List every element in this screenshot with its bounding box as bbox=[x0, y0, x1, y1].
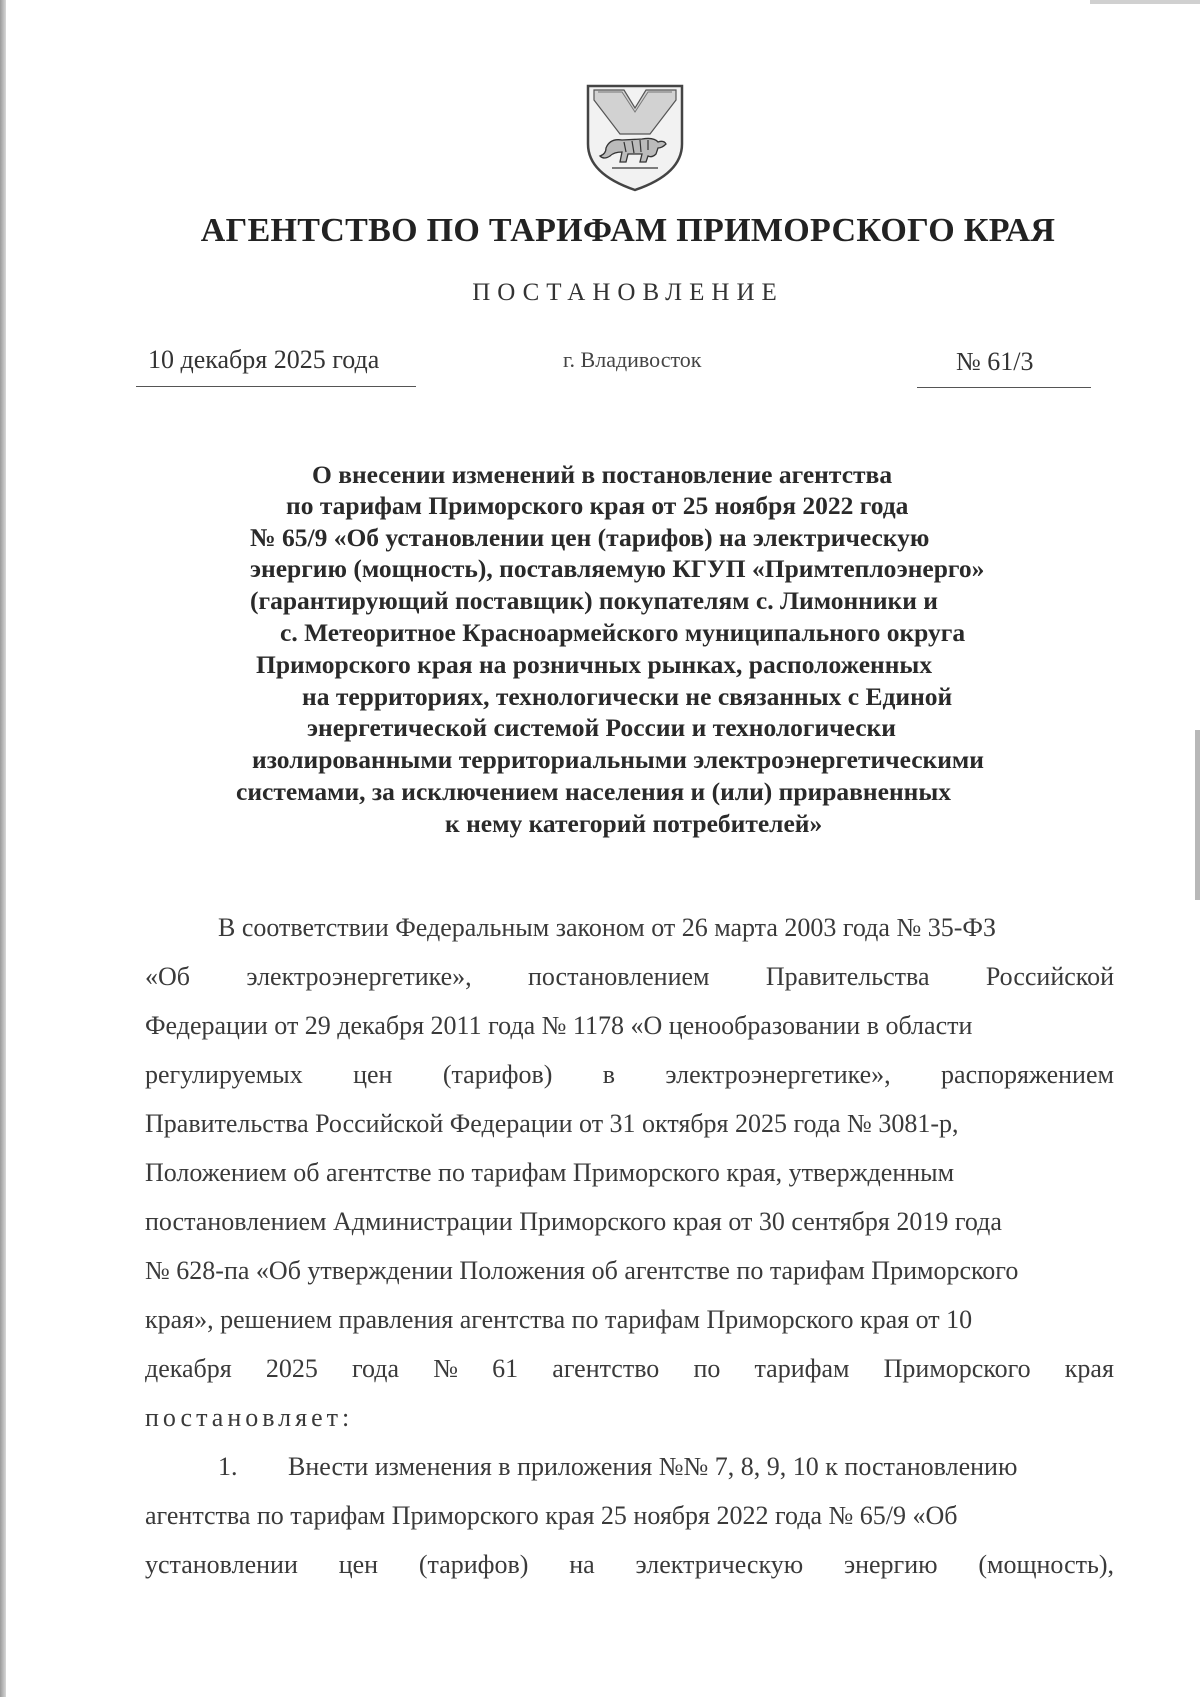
document-date: 10 декабря 2025 года bbox=[148, 345, 380, 374]
item-number: 1. bbox=[218, 1452, 238, 1481]
word: тарифам bbox=[754, 1354, 850, 1383]
item-line-justified bbox=[145, 1550, 1114, 1580]
body-line: постановлением Администрации Приморского края от 30 сентября 2019 года bbox=[145, 1207, 1002, 1236]
word: на bbox=[569, 1550, 595, 1579]
word: года bbox=[352, 1354, 400, 1383]
item-line: агентства по тарифам Приморского края 25 ноября 2022 года № 65/9 «Об bbox=[145, 1501, 958, 1530]
body-line: Правительства Российской Федерации от 31 октября 2025 года № 3081-р, bbox=[145, 1109, 959, 1138]
word: 61 bbox=[492, 1354, 519, 1383]
title-line: изолированными территориальными электроэнергетическими bbox=[252, 745, 984, 774]
agency-name: АГЕНТСТВО ПО ТАРИФАМ ПРИМОРСКОГО КРАЯ bbox=[200, 212, 1056, 249]
body-line: Положением об агентстве по тарифам Приморского края, утвержденным bbox=[145, 1158, 955, 1187]
number-underline bbox=[917, 387, 1091, 388]
title-line: О внесении изменений в постановление агентства bbox=[312, 460, 893, 489]
item-line: Внести изменения в приложения №№ 7, 8, 9, 10 к постановлению bbox=[288, 1452, 1018, 1481]
body-line: В соответствии Федеральным законом от 26 марта 2003 года № 35-ФЗ bbox=[218, 913, 996, 942]
word: (мощность), bbox=[978, 1550, 1114, 1579]
word: цен bbox=[338, 1550, 379, 1579]
title-line: системами, за исключением населения и (или) приравненных bbox=[236, 777, 951, 806]
document-city: г. Владивосток bbox=[563, 347, 702, 372]
title-line: на территориях, технологически не связанных с Единой bbox=[302, 682, 953, 711]
body-line-justified bbox=[145, 1060, 1114, 1090]
word: (тарифов) bbox=[442, 1060, 553, 1089]
coat-of-arms-icon bbox=[584, 82, 686, 194]
word: Российской bbox=[985, 962, 1114, 991]
word: «Об bbox=[145, 962, 191, 991]
word: энергию bbox=[843, 1550, 938, 1579]
word: электрическую bbox=[635, 1550, 804, 1579]
word: по bbox=[693, 1354, 721, 1383]
word: цен bbox=[353, 1060, 393, 1089]
word: установлении bbox=[145, 1550, 298, 1579]
scan-left-edge bbox=[0, 0, 6, 1697]
word: регулируемых bbox=[145, 1060, 303, 1089]
document-number: № 61/3 bbox=[956, 347, 1034, 376]
word: 2025 bbox=[265, 1354, 318, 1383]
word: № bbox=[433, 1354, 459, 1383]
document-type: ПОСТАНОВЛЕНИЕ bbox=[472, 279, 784, 306]
word: распоряжением bbox=[941, 1060, 1114, 1089]
title-line: энергию (мощность), поставляемую КГУП «Примтеплоэнерго» bbox=[250, 554, 985, 583]
title-line: к нему категорий потребителей» bbox=[445, 809, 823, 838]
word: декабря bbox=[145, 1354, 232, 1383]
body-line-justified bbox=[145, 962, 1114, 992]
word: электроэнергетике», bbox=[665, 1060, 891, 1089]
word: края bbox=[1064, 1354, 1114, 1383]
word: Правительства bbox=[765, 962, 930, 991]
body-line: Федерации от 29 декабря 2011 года № 1178 «О ценообразовании в области bbox=[145, 1011, 973, 1040]
title-line: с. Метеоритное Красноармейского муниципального округа bbox=[280, 618, 966, 647]
date-underline bbox=[136, 386, 416, 387]
title-line: по тарифам Приморского края от 25 ноября 2022 года bbox=[286, 491, 909, 520]
body-line: № 628-па «Об утверждении Положения об агентстве по тарифам Приморского bbox=[145, 1256, 1019, 1285]
title-line: № 65/9 «Об установлении цен (тарифов) на электрическую bbox=[250, 523, 930, 552]
scan-right-edge bbox=[1195, 730, 1200, 900]
resolves-word: постановляет: bbox=[145, 1403, 354, 1432]
word: агентство bbox=[552, 1354, 660, 1383]
word: в bbox=[602, 1060, 616, 1089]
title-line: Приморского края на розничных рынках, расположенных bbox=[256, 650, 933, 679]
scan-top-edge bbox=[1090, 0, 1200, 4]
word: (тарифов) bbox=[418, 1550, 529, 1579]
title-line: энергетической системой России и технологически bbox=[307, 713, 896, 742]
word: электроэнергетике», bbox=[246, 962, 472, 991]
title-line: (гарантирующий поставщик) покупателям с. Лимонники и bbox=[250, 586, 939, 615]
body-line: края», решением правления агентства по тарифам Приморского края от 10 bbox=[145, 1305, 973, 1334]
word: постановлением bbox=[528, 962, 710, 991]
body-line-justified bbox=[145, 1354, 1114, 1384]
word: Приморского bbox=[883, 1354, 1031, 1383]
